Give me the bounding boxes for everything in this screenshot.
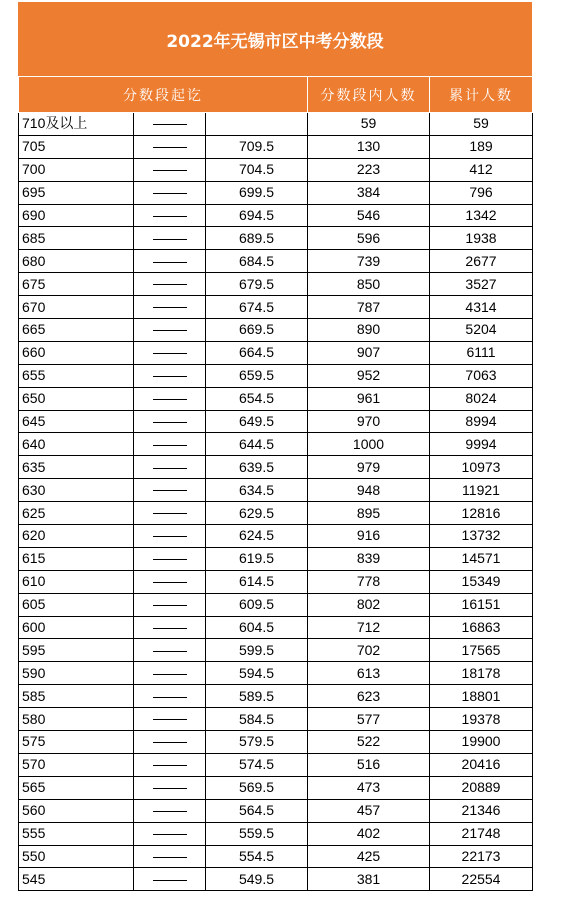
cumulative-cell: 16151 xyxy=(430,593,533,616)
count-cell: 516 xyxy=(308,753,430,776)
range-to-cell: 669.5 xyxy=(206,319,308,342)
table-row xyxy=(19,113,533,136)
range-separator-cell xyxy=(134,639,206,662)
dash-separator xyxy=(153,697,187,698)
table-row xyxy=(19,479,533,502)
dash-separator xyxy=(153,239,187,240)
dash-separator xyxy=(153,628,187,629)
dash-separator xyxy=(153,399,187,400)
range-separator-cell xyxy=(134,570,206,593)
dash-separator xyxy=(153,124,187,125)
count-cell: 613 xyxy=(308,662,430,685)
table-row xyxy=(19,158,533,181)
range-from-cell: 575 xyxy=(19,731,134,754)
range-to-cell: 614.5 xyxy=(206,570,308,593)
count-cell: 425 xyxy=(308,845,430,868)
range-to-cell: 569.5 xyxy=(206,776,308,799)
dash-separator xyxy=(153,490,187,491)
count-cell: 402 xyxy=(308,822,430,845)
range-from-cell: 640 xyxy=(19,433,134,456)
table-row xyxy=(19,273,533,296)
dash-separator xyxy=(153,147,187,148)
range-from-cell: 625 xyxy=(19,502,134,525)
range-separator-cell xyxy=(134,593,206,616)
dash-separator xyxy=(153,307,187,308)
table-row xyxy=(19,296,533,319)
count-cell: 702 xyxy=(308,639,430,662)
range-to-cell: 604.5 xyxy=(206,616,308,639)
dash-separator xyxy=(153,445,187,446)
range-from-cell: 580 xyxy=(19,708,134,731)
range-to-cell: 659.5 xyxy=(206,364,308,387)
count-cell: 739 xyxy=(308,250,430,273)
range-separator-cell xyxy=(134,502,206,525)
range-separator-cell xyxy=(134,364,206,387)
dash-separator xyxy=(153,880,187,881)
cumulative-cell: 22554 xyxy=(430,868,533,891)
range-from-cell: 605 xyxy=(19,593,134,616)
count-cell: 907 xyxy=(308,341,430,364)
range-separator-cell xyxy=(134,387,206,410)
table-row xyxy=(19,708,533,731)
table-row xyxy=(19,616,533,639)
cumulative-cell: 7063 xyxy=(430,364,533,387)
dash-separator xyxy=(153,674,187,675)
range-from-cell: 560 xyxy=(19,799,134,822)
cumulative-cell: 412 xyxy=(430,158,533,181)
dash-separator xyxy=(153,857,187,858)
range-separator-cell xyxy=(134,410,206,433)
cumulative-cell: 10973 xyxy=(430,456,533,479)
count-cell: 895 xyxy=(308,502,430,525)
table-row xyxy=(19,822,533,845)
cumulative-cell: 11921 xyxy=(430,479,533,502)
range-separator-cell xyxy=(134,296,206,319)
count-cell: 712 xyxy=(308,616,430,639)
dash-separator xyxy=(153,559,187,560)
score-table-sheet xyxy=(18,0,532,891)
count-cell: 979 xyxy=(308,456,430,479)
header-range: 分数段起讫 xyxy=(19,77,308,113)
range-to-cell: 549.5 xyxy=(206,868,308,891)
count-cell: 778 xyxy=(308,570,430,593)
range-separator-cell xyxy=(134,685,206,708)
count-cell: 623 xyxy=(308,685,430,708)
count-cell: 457 xyxy=(308,799,430,822)
range-from-cell: 650 xyxy=(19,387,134,410)
range-separator-cell xyxy=(134,479,206,502)
dash-separator xyxy=(153,216,187,217)
range-from-cell: 635 xyxy=(19,456,134,479)
range-to-cell xyxy=(206,113,308,136)
range-separator-cell xyxy=(134,135,206,158)
range-from-cell: 710及以上 xyxy=(19,113,134,136)
range-to-cell: 629.5 xyxy=(206,502,308,525)
range-to-cell: 664.5 xyxy=(206,341,308,364)
count-cell: 916 xyxy=(308,525,430,548)
range-from-cell: 690 xyxy=(19,204,134,227)
cumulative-cell: 6111 xyxy=(430,341,533,364)
count-cell: 961 xyxy=(308,387,430,410)
range-from-cell: 675 xyxy=(19,273,134,296)
cumulative-cell: 2677 xyxy=(430,250,533,273)
range-separator-cell xyxy=(134,845,206,868)
cumulative-cell: 19900 xyxy=(430,731,533,754)
table-row xyxy=(19,456,533,479)
range-from-cell: 585 xyxy=(19,685,134,708)
range-from-cell: 665 xyxy=(19,319,134,342)
dash-separator xyxy=(153,422,187,423)
range-to-cell: 619.5 xyxy=(206,547,308,570)
table-title: 2022年无锡市区中考分数段 xyxy=(18,0,532,76)
cumulative-cell: 189 xyxy=(430,135,533,158)
count-cell: 970 xyxy=(308,410,430,433)
count-cell: 948 xyxy=(308,479,430,502)
count-cell: 787 xyxy=(308,296,430,319)
range-separator-cell xyxy=(134,525,206,548)
range-separator-cell xyxy=(134,113,206,136)
dash-separator xyxy=(153,811,187,812)
range-separator-cell xyxy=(134,776,206,799)
range-to-cell: 639.5 xyxy=(206,456,308,479)
range-from-cell: 670 xyxy=(19,296,134,319)
range-separator-cell xyxy=(134,204,206,227)
cumulative-cell: 18801 xyxy=(430,685,533,708)
count-cell: 596 xyxy=(308,227,430,250)
range-from-cell: 655 xyxy=(19,364,134,387)
range-separator-cell xyxy=(134,181,206,204)
range-from-cell: 695 xyxy=(19,181,134,204)
count-cell: 59 xyxy=(308,113,430,136)
dash-separator xyxy=(153,513,187,514)
range-from-cell: 615 xyxy=(19,547,134,570)
range-separator-cell xyxy=(134,708,206,731)
table-row xyxy=(19,753,533,776)
cumulative-cell: 8994 xyxy=(430,410,533,433)
dash-separator xyxy=(153,330,187,331)
range-separator-cell xyxy=(134,868,206,891)
cumulative-cell: 21748 xyxy=(430,822,533,845)
cumulative-cell: 4314 xyxy=(430,296,533,319)
range-to-cell: 709.5 xyxy=(206,135,308,158)
range-to-cell: 579.5 xyxy=(206,731,308,754)
cumulative-cell: 16863 xyxy=(430,616,533,639)
cumulative-cell: 15349 xyxy=(430,570,533,593)
range-to-cell: 644.5 xyxy=(206,433,308,456)
range-from-cell: 550 xyxy=(19,845,134,868)
count-cell: 223 xyxy=(308,158,430,181)
dash-separator xyxy=(153,193,187,194)
range-separator-cell xyxy=(134,731,206,754)
range-from-cell: 630 xyxy=(19,479,134,502)
range-from-cell: 685 xyxy=(19,227,134,250)
header-row xyxy=(19,77,533,113)
cumulative-cell: 14571 xyxy=(430,547,533,570)
cumulative-cell: 17565 xyxy=(430,639,533,662)
cumulative-cell: 9994 xyxy=(430,433,533,456)
table-row xyxy=(19,319,533,342)
cumulative-cell: 796 xyxy=(430,181,533,204)
range-from-cell: 565 xyxy=(19,776,134,799)
table-row xyxy=(19,868,533,891)
table-row xyxy=(19,731,533,754)
dash-separator xyxy=(153,376,187,377)
range-from-cell: 600 xyxy=(19,616,134,639)
range-to-cell: 589.5 xyxy=(206,685,308,708)
range-separator-cell xyxy=(134,227,206,250)
cumulative-cell: 1938 xyxy=(430,227,533,250)
range-to-cell: 584.5 xyxy=(206,708,308,731)
range-from-cell: 660 xyxy=(19,341,134,364)
range-to-cell: 704.5 xyxy=(206,158,308,181)
table-row xyxy=(19,525,533,548)
table-row xyxy=(19,776,533,799)
table-row xyxy=(19,410,533,433)
range-to-cell: 679.5 xyxy=(206,273,308,296)
range-from-cell: 680 xyxy=(19,250,134,273)
cumulative-cell: 8024 xyxy=(430,387,533,410)
count-cell: 384 xyxy=(308,181,430,204)
range-separator-cell xyxy=(134,250,206,273)
cumulative-cell: 3527 xyxy=(430,273,533,296)
dash-separator xyxy=(153,719,187,720)
count-cell: 522 xyxy=(308,731,430,754)
range-to-cell: 574.5 xyxy=(206,753,308,776)
range-separator-cell xyxy=(134,822,206,845)
range-to-cell: 564.5 xyxy=(206,799,308,822)
cumulative-cell: 19378 xyxy=(430,708,533,731)
range-from-cell: 705 xyxy=(19,135,134,158)
count-cell: 802 xyxy=(308,593,430,616)
dash-separator xyxy=(153,834,187,835)
dash-separator xyxy=(153,170,187,171)
range-to-cell: 609.5 xyxy=(206,593,308,616)
dash-separator xyxy=(153,536,187,537)
table-row xyxy=(19,341,533,364)
count-cell: 381 xyxy=(308,868,430,891)
range-separator-cell xyxy=(134,273,206,296)
count-cell: 1000 xyxy=(308,433,430,456)
table-row xyxy=(19,227,533,250)
count-cell: 577 xyxy=(308,708,430,731)
dash-separator xyxy=(153,262,187,263)
range-to-cell: 594.5 xyxy=(206,662,308,685)
table-row xyxy=(19,662,533,685)
range-separator-cell xyxy=(134,319,206,342)
range-separator-cell xyxy=(134,433,206,456)
table-row xyxy=(19,204,533,227)
table-row xyxy=(19,845,533,868)
cumulative-cell: 20889 xyxy=(430,776,533,799)
range-from-cell: 620 xyxy=(19,525,134,548)
range-from-cell: 595 xyxy=(19,639,134,662)
cumulative-cell: 20416 xyxy=(430,753,533,776)
table-row xyxy=(19,135,533,158)
table-row xyxy=(19,685,533,708)
cumulative-cell: 5204 xyxy=(430,319,533,342)
score-table xyxy=(18,76,533,891)
range-to-cell: 559.5 xyxy=(206,822,308,845)
range-separator-cell xyxy=(134,456,206,479)
header-cumulative: 累计人数 xyxy=(430,77,533,113)
range-from-cell: 610 xyxy=(19,570,134,593)
range-to-cell: 684.5 xyxy=(206,250,308,273)
table-row xyxy=(19,502,533,525)
dash-separator xyxy=(153,788,187,789)
count-cell: 839 xyxy=(308,547,430,570)
range-to-cell: 554.5 xyxy=(206,845,308,868)
cumulative-cell: 12816 xyxy=(430,502,533,525)
table-row xyxy=(19,250,533,273)
dash-separator xyxy=(153,765,187,766)
table-row xyxy=(19,387,533,410)
dash-separator xyxy=(153,353,187,354)
cumulative-cell: 18178 xyxy=(430,662,533,685)
range-separator-cell xyxy=(134,616,206,639)
range-to-cell: 689.5 xyxy=(206,227,308,250)
cumulative-cell: 13732 xyxy=(430,525,533,548)
table-row xyxy=(19,364,533,387)
dash-separator xyxy=(153,468,187,469)
dash-separator xyxy=(153,582,187,583)
range-separator-cell xyxy=(134,662,206,685)
cumulative-cell: 1342 xyxy=(430,204,533,227)
count-cell: 952 xyxy=(308,364,430,387)
table-row xyxy=(19,433,533,456)
range-from-cell: 700 xyxy=(19,158,134,181)
table-body xyxy=(19,113,533,891)
range-to-cell: 649.5 xyxy=(206,410,308,433)
dash-separator xyxy=(153,605,187,606)
table-row xyxy=(19,639,533,662)
range-from-cell: 570 xyxy=(19,753,134,776)
range-from-cell: 645 xyxy=(19,410,134,433)
range-to-cell: 624.5 xyxy=(206,525,308,548)
range-separator-cell xyxy=(134,341,206,364)
range-separator-cell xyxy=(134,158,206,181)
count-cell: 890 xyxy=(308,319,430,342)
range-from-cell: 590 xyxy=(19,662,134,685)
range-to-cell: 694.5 xyxy=(206,204,308,227)
dash-separator xyxy=(153,651,187,652)
cumulative-cell: 21346 xyxy=(430,799,533,822)
range-separator-cell xyxy=(134,547,206,570)
range-to-cell: 634.5 xyxy=(206,479,308,502)
range-to-cell: 674.5 xyxy=(206,296,308,319)
table-row xyxy=(19,570,533,593)
header-count: 分数段内人数 xyxy=(308,77,430,113)
range-to-cell: 599.5 xyxy=(206,639,308,662)
count-cell: 546 xyxy=(308,204,430,227)
range-from-cell: 555 xyxy=(19,822,134,845)
range-separator-cell xyxy=(134,753,206,776)
range-separator-cell xyxy=(134,799,206,822)
table-row xyxy=(19,799,533,822)
dash-separator xyxy=(153,284,187,285)
cumulative-cell: 22173 xyxy=(430,845,533,868)
range-to-cell: 699.5 xyxy=(206,181,308,204)
count-cell: 473 xyxy=(308,776,430,799)
range-from-cell: 545 xyxy=(19,868,134,891)
range-to-cell: 654.5 xyxy=(206,387,308,410)
table-row xyxy=(19,547,533,570)
table-row xyxy=(19,593,533,616)
table-row xyxy=(19,181,533,204)
count-cell: 130 xyxy=(308,135,430,158)
dash-separator xyxy=(153,742,187,743)
count-cell: 850 xyxy=(308,273,430,296)
cumulative-cell: 59 xyxy=(430,113,533,136)
